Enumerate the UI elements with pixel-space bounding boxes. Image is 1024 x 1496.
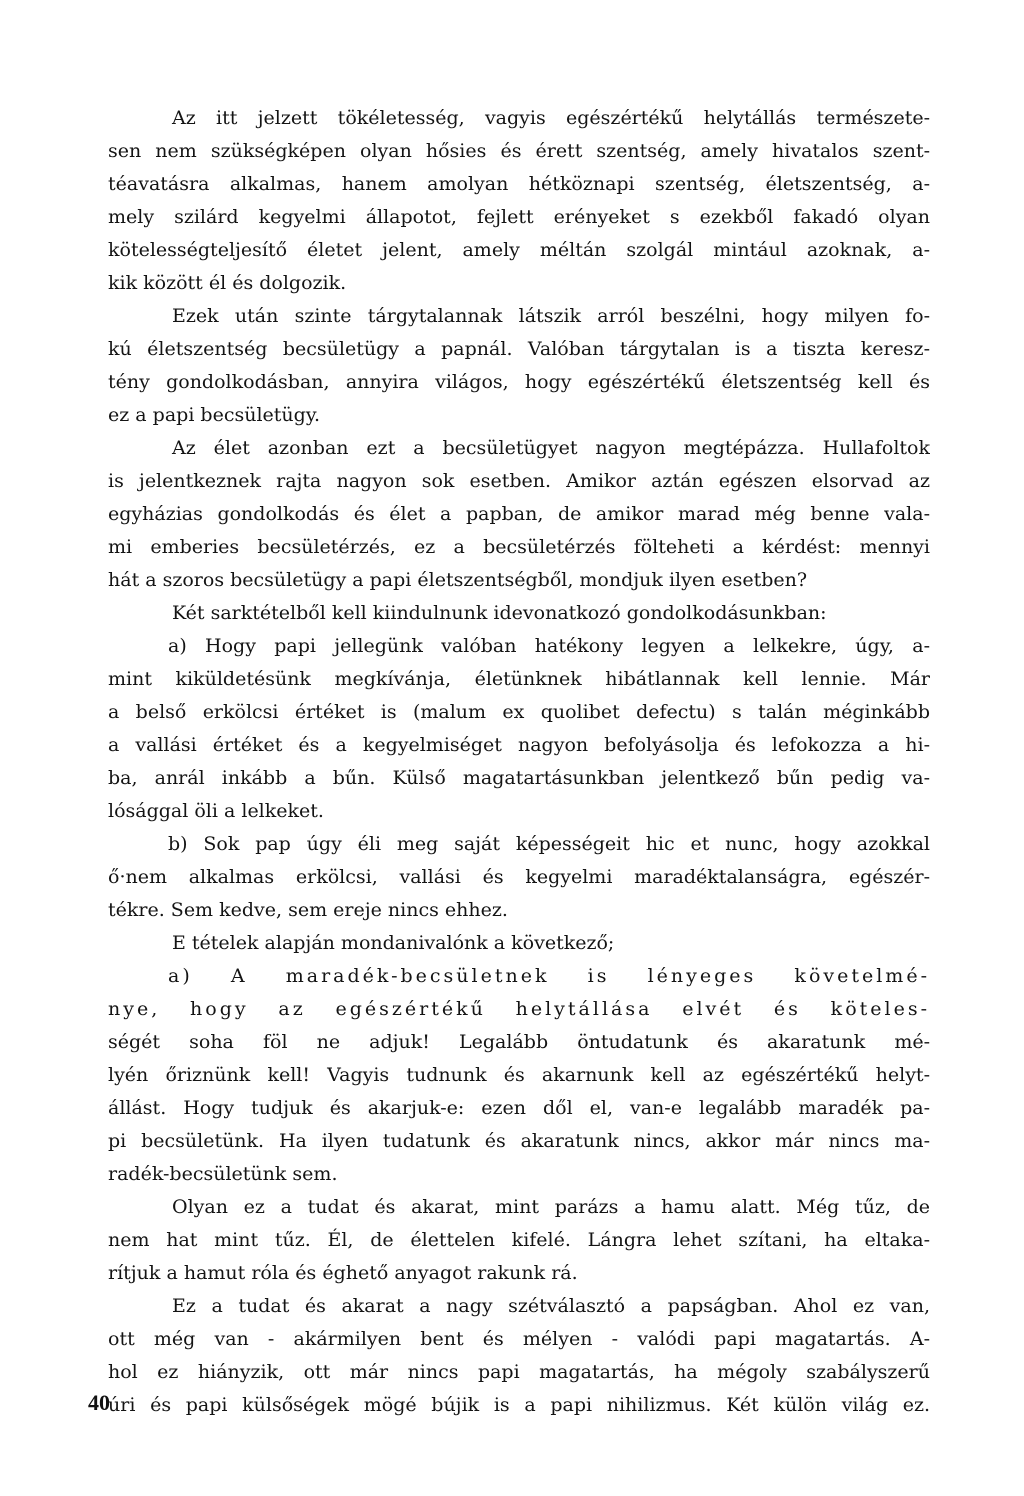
text-line: Az élet azonban ezt a becsületügyet nagyon megtépázza. Hullafoltok	[172, 437, 930, 459]
text-line: lyén őriznünk kell! Vagyis tudnunk és akarnunk kell az egészértékű helyt-	[108, 1064, 930, 1086]
text-line: hol ez hiányzik, ott már nincs papi magatartás, ha mégoly szabályszerű	[108, 1361, 930, 1383]
text-line: a vallási értéket és a kegyelmiséget nagyon befolyásolja és lefokozza a hi-	[108, 734, 930, 756]
page-number: 40	[88, 1390, 110, 1415]
text-line: nem hat mint tűz. Él, de élettelen kifelé. Lángra lehet szítani, ha eltaka-	[108, 1229, 930, 1251]
text-line: pi becsületünk. Ha ilyen tudatunk és akaratunk nincs, akkor már nincs ma-	[108, 1130, 930, 1152]
text-line: E tételek alapján mondanivalónk a következő;	[172, 932, 615, 954]
text-line: kik között él és dolgozik.	[108, 272, 347, 294]
text-line: hát a szoros becsületügy a papi életszentségből, mondjuk ilyen esetben?	[108, 569, 808, 591]
text-line: sen nem szükségképen olyan hősies és érett szentség, amely hivatalos szent-	[108, 140, 930, 162]
text-line: kú életszentség becsületügy a papnál. Valóban tárgytalan is a tiszta keresz-	[108, 338, 930, 360]
text-line: a) A maradék-becsületnek is lényeges követelmé-	[168, 965, 930, 987]
text-line: a belső erkölcsi értéket is (malum ex quolibet defectu) s talán méginkább	[108, 701, 930, 723]
text-line: tény gondolkodásban, annyira világos, hogy egészértékű életszentség kell és	[108, 371, 930, 393]
text-line: radék-becsületünk sem.	[108, 1163, 338, 1185]
text-line: Két sarktételből kell kiindulnunk idevonatkozó gondolkodásunkban:	[172, 602, 827, 624]
text-line: úri és papi külsőségek mögé bújik is a papi nihilizmus. Két külön világ ez.	[108, 1394, 930, 1416]
text-line: b) Sok pap úgy éli meg saját képességeit hic et nunc, hogy azokkal	[168, 833, 930, 855]
text-line: ez a papi becsületügy.	[108, 404, 321, 426]
text-line: nye, hogy az egészértékű helytállása elvét és köteles-	[108, 998, 930, 1020]
text-line: állást. Hogy tudjuk és akarjuk-e: ezen dől el, van-e legalább maradék pa-	[108, 1097, 930, 1119]
text-line: téavatásra alkalmas, hanem amolyan hétköznapi szentség, életszentség, a-	[108, 173, 930, 195]
text-line: Az itt jelzett tökéletesség, vagyis egészértékű helytállás természete-	[172, 107, 930, 129]
text-line: ba, anrál inkább a bűn. Külső magatartásunkban jelentkező bűn pedig va-	[108, 767, 930, 789]
text-line: a) Hogy papi jellegünk valóban hatékony legyen a lelkekre, úgy, a-	[168, 635, 930, 657]
text-line: Ezek után szinte tárgytalannak látszik arról beszélni, hogy milyen fo-	[172, 305, 930, 327]
text-line: mint kiküldetésünk megkívánja, életünknek hibátlannak kell lennie. Már	[108, 668, 930, 690]
text-line: tékre. Sem kedve, sem ereje nincs ehhez.	[108, 899, 508, 921]
text-line: ott még van - akármilyen bent és mélyen - valódi papi magatartás. A-	[108, 1328, 930, 1350]
text-line: is jelentkeznek rajta nagyon sok esetben. Amikor aztán egészen elsorvad az	[108, 470, 930, 492]
text-line: ő·nem alkalmas erkölcsi, vallási és kegyelmi maradéktalanságra, egészér-	[108, 866, 930, 888]
text-line: mely szilárd kegyelmi állapotot, fejlett erényeket s ezekből fakadó olyan	[108, 206, 930, 228]
text-line: egyházias gondolkodás és élet a papban, de amikor marad még benne vala-	[108, 503, 930, 525]
body-text	[108, 102, 930, 1422]
text-line: mi emberies becsületérzés, ez a becsületérzés fölteheti a kérdést: mennyi	[108, 536, 930, 558]
text-line: ségét soha föl ne adjuk! Legalább öntudatunk és akaratunk mé-	[108, 1031, 930, 1053]
text-line: lósággal öli a lelkeket.	[108, 800, 324, 822]
text-line: rítjuk a hamut róla és éghető anyagot rakunk rá.	[108, 1262, 578, 1284]
text-line: kötelességteljesítő életet jelent, amely méltán szolgál mintául azoknak, a-	[108, 239, 930, 261]
text-line: Ez a tudat és akarat a nagy szétválasztó a papságban. Ahol ez van,	[172, 1295, 930, 1317]
text-line: Olyan ez a tudat és akarat, mint parázs a hamu alatt. Még tűz, de	[172, 1196, 930, 1218]
